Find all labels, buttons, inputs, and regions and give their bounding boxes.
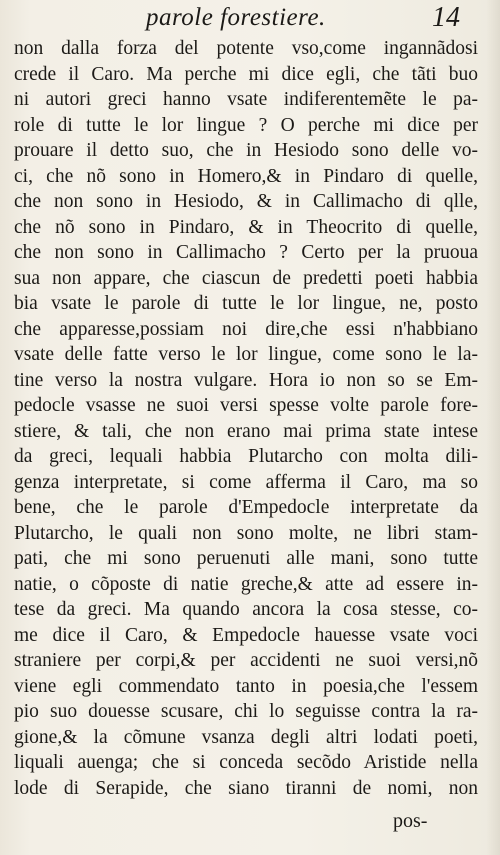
page-edge-shadow bbox=[486, 0, 500, 855]
text-line: role di tutte le lor lingue ? O perche mi dice per bbox=[14, 114, 478, 136]
text-line: stiere, & tali, che non erano mai prima state intese bbox=[14, 420, 478, 442]
text-line: crede il Caro. Ma perche mi dice egli, che tãti buo bbox=[14, 63, 478, 85]
text-line: che apparesse,possiam noi dire,che essi n'habbiano bbox=[14, 318, 478, 340]
text-line: bene, che le parole d'Empedocle interpretate da bbox=[14, 497, 478, 518]
page-number: 14 bbox=[432, 2, 460, 33]
text-line: straniere per corpi,& per accidenti ne suoi versi,nõ bbox=[14, 650, 478, 671]
text-line: vsate delle fatte verso le lor lingue, come sono le la- bbox=[14, 344, 478, 365]
text-line: lode di Serapide, che siano tiranni de nomi, non bbox=[14, 777, 478, 799]
text-line: ci, che nõ sono in Homero,& in Pindaro di quelle, bbox=[14, 165, 478, 187]
text-line: ni autori greci hanno vsate indiferentemẽte le pa- bbox=[14, 89, 478, 110]
text-line: pedocle vsasse ne suoi versi spesse volte parole fore- bbox=[14, 395, 478, 416]
text-line: che nõ sono in Pindaro, & in Theocrito di quelle, bbox=[14, 216, 478, 238]
text-line: natie, o cõposte di natie greche,& atte ad essere in- bbox=[14, 573, 478, 595]
page-header bbox=[0, 4, 500, 36]
catchword: pos- bbox=[393, 810, 428, 832]
text-line: sua non appare, che ciascun de predetti poeti habbia bbox=[14, 267, 478, 289]
text-line: bia vsate le parole di tutte le lor lingue, ne, posto bbox=[14, 293, 478, 314]
text-line: liquali auenga; che si conceda secõdo Aristide nella bbox=[14, 752, 478, 773]
text-line: che non sono in Callimacho ? Certo per la pruoua bbox=[14, 242, 478, 263]
text-line: non dalla forza del potente vso,come ingannãdosi bbox=[14, 38, 478, 59]
text-line: pio suo douesse scusare, chi lo seguisse contra la ra- bbox=[14, 701, 478, 722]
text-line: Plutarcho, le quali non sono molte, ne libri stam- bbox=[14, 522, 478, 544]
text-line: gione,& la cõmune vsanza degli altri lodati poeti, bbox=[14, 726, 478, 748]
text-line: genza interpretate, si come afferma il Caro, ma so bbox=[14, 471, 478, 493]
text-line: da greci, lequali habbia Plutarcho con molta dili- bbox=[14, 446, 478, 467]
text-line: pati, che mi sono peruenuti alle mani, sono tutte bbox=[14, 548, 478, 569]
text-line: viene egli commendato tanto in poesia,che l'essem bbox=[14, 675, 478, 697]
running-title: parole forestiere. bbox=[146, 4, 326, 31]
text-line: che non sono in Hesiodo, & in Callimacho di qlle, bbox=[14, 191, 478, 212]
text-line: tine verso la nostra vulgare. Hora io non so se Em- bbox=[14, 369, 478, 391]
text-line: me dice il Caro, & Empedocle hauesse vsate voci bbox=[14, 624, 478, 646]
text-line: prouare il detto suo, che in Hesiodo sono delle vo- bbox=[14, 140, 478, 161]
text-line: tese da greci. Ma quando ancora la cosa stesse, co- bbox=[14, 599, 478, 620]
